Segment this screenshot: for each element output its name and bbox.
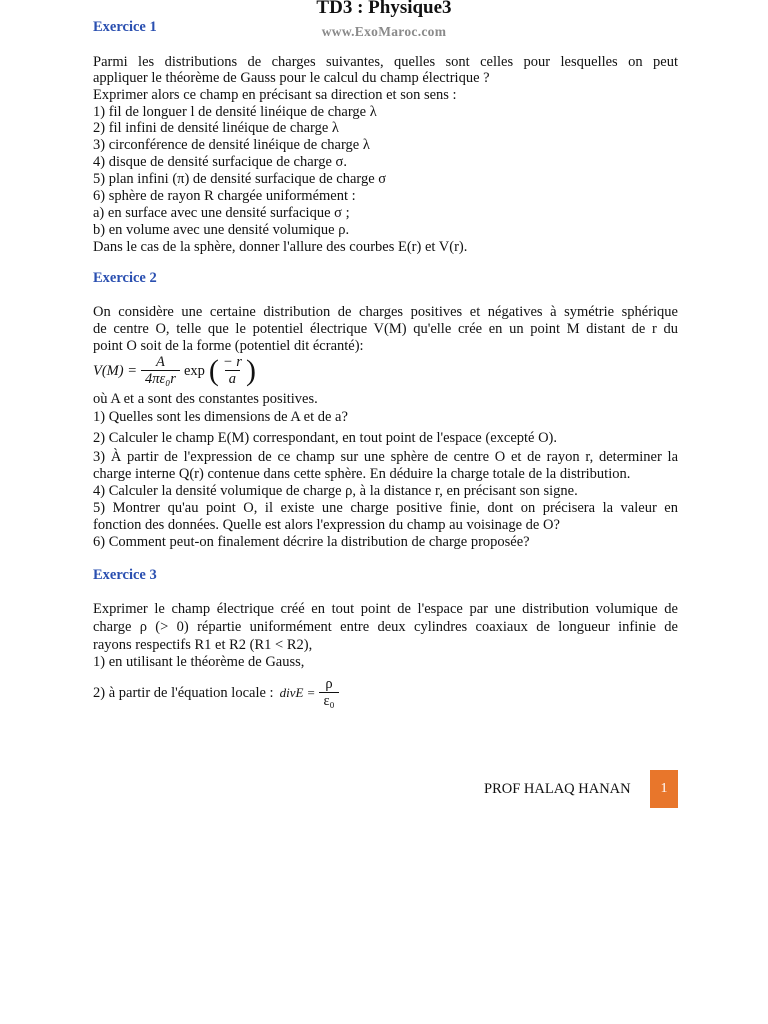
ex3-question-1: 1) en utilisant le théorème de Gauss, xyxy=(93,654,305,670)
divergence-lhs: divE = xyxy=(279,685,316,700)
ex2-question-5-line-2: fonction des données. Quelle est alors l'expression du champ au voisinage de O? xyxy=(93,517,560,533)
formula-exp: exp xyxy=(183,362,205,379)
formula-inner-numerator: − r xyxy=(222,354,242,370)
ex2-question-3-line-1: 3) À partir de l'expression de ce champ sur une sphère de centre O et de rayon r, determiner la xyxy=(93,449,678,465)
ex2-question-4: 4) Calculer la densité volumique de charge ρ, à la distance r, en précisant son signe. xyxy=(93,483,578,499)
ex1-item-4: 4) disque de densité surfacique de charge σ. xyxy=(93,154,347,170)
ex2-question-6: 6) Comment peut-on finalement décrire la distribution de charge proposée? xyxy=(93,534,530,550)
ex1-item-1: 1) fil de longuer l de densité linéique de charge λ xyxy=(93,104,377,120)
ex2-question-1: 1) Quelles sont les dimensions de A et de a? xyxy=(93,409,348,425)
formula-inner-fraction xyxy=(219,354,246,388)
formula-denominator: 4πε₀r xyxy=(141,370,180,388)
ex1-item-6a: a) en surface avec une densité surfacique σ ; xyxy=(93,205,350,221)
equation-denominator: ε₀ xyxy=(319,692,338,710)
formula-numerator: A xyxy=(156,354,165,370)
formula-fraction xyxy=(141,354,180,388)
ex3-question-2: 2) à partir de l'équation locale : xyxy=(93,684,274,701)
ex1-item-3: 3) circonférence de densité linéique de charge λ xyxy=(93,137,370,153)
ex3-para-line-3: rayons respectifs R1 et R2 (R1 < R2), xyxy=(93,637,313,653)
page-number-badge: 1 xyxy=(650,770,678,808)
equation-numerator: ρ xyxy=(325,676,333,692)
ex2-para-line-1: On considère une certaine distribution de charges positives et négatives à symétrie sphérique xyxy=(93,304,678,320)
ex1-item-2: 2) fil infini de densité linéique de charge λ xyxy=(93,120,339,136)
site-url: www.ExoMaroc.com xyxy=(321,24,447,39)
ex1-item-6: 6) sphère de rayon R chargée uniformément : xyxy=(93,188,356,204)
open-paren: ( xyxy=(208,354,219,387)
ex1-intro-line-2: appliquer le théorème de Gauss pour le calcul du champ électrique ? xyxy=(93,70,490,86)
equation-fraction xyxy=(319,676,338,710)
formula-inner-denominator: a xyxy=(225,370,240,388)
exercise-2-heading: Exercice 2 xyxy=(93,270,157,286)
ex2-question-5-line-1: 5) Montrer qu'au point O, il existe une charge positive finie, dont on précisera la valeur en xyxy=(93,500,678,516)
ex3-para-line-2: charge ρ (> 0) répartie uniformément entre deux cylindres coaxiaux de longueur infinie de xyxy=(93,619,678,635)
formula-lhs: V(M) = xyxy=(93,362,138,379)
ex2-question-2: 2) Calculer le champ E(M) correspondant, en tout point de l'espace (excepté O). xyxy=(93,430,558,446)
ex2-constants: où A et a sont des constantes positives. xyxy=(93,391,318,407)
close-paren: ) xyxy=(245,354,256,387)
ex1-intro-line-3: Exprimer alors ce champ en précisant sa direction et son sens : xyxy=(93,87,457,103)
local-equation xyxy=(93,676,343,710)
ex2-question-3-line-2: charge interne Q(r) contenue dans cette sphère. En déduire la charge totale de la distribution. xyxy=(93,466,631,482)
ex1-item-6b: b) en volume avec une densité volumique ρ. xyxy=(93,222,350,238)
page-title: TD3 : Physique3 xyxy=(316,0,452,18)
ex2-para-line-3: point O soit de la forme (potentiel dit écranté): xyxy=(93,338,364,354)
footer-author: PROF HALAQ HANAN xyxy=(484,781,631,797)
ex1-sphere-curves: Dans le cas de la sphère, donner l'allure des courbes E(r) et V(r). xyxy=(93,239,468,255)
ex1-intro-line-1: Parmi les distributions de charges suivantes, quelles sont celles pour lesquelles on peut xyxy=(93,54,678,70)
ex2-para-line-2: de centre O, telle que le potentiel électrique V(M) qu'elle crée en un point M distant de r du xyxy=(93,321,678,337)
ex3-para-line-1: Exprimer le champ électrique créé en tout point de l'espace par une distribution volumique de xyxy=(93,601,678,617)
potential-formula xyxy=(93,354,256,388)
exercise-3-heading: Exercice 3 xyxy=(93,567,157,583)
ex1-item-5: 5) plan infini (π) de densité surfacique de charge σ xyxy=(93,171,387,187)
exercise-1-heading: Exercice 1 xyxy=(93,19,157,35)
